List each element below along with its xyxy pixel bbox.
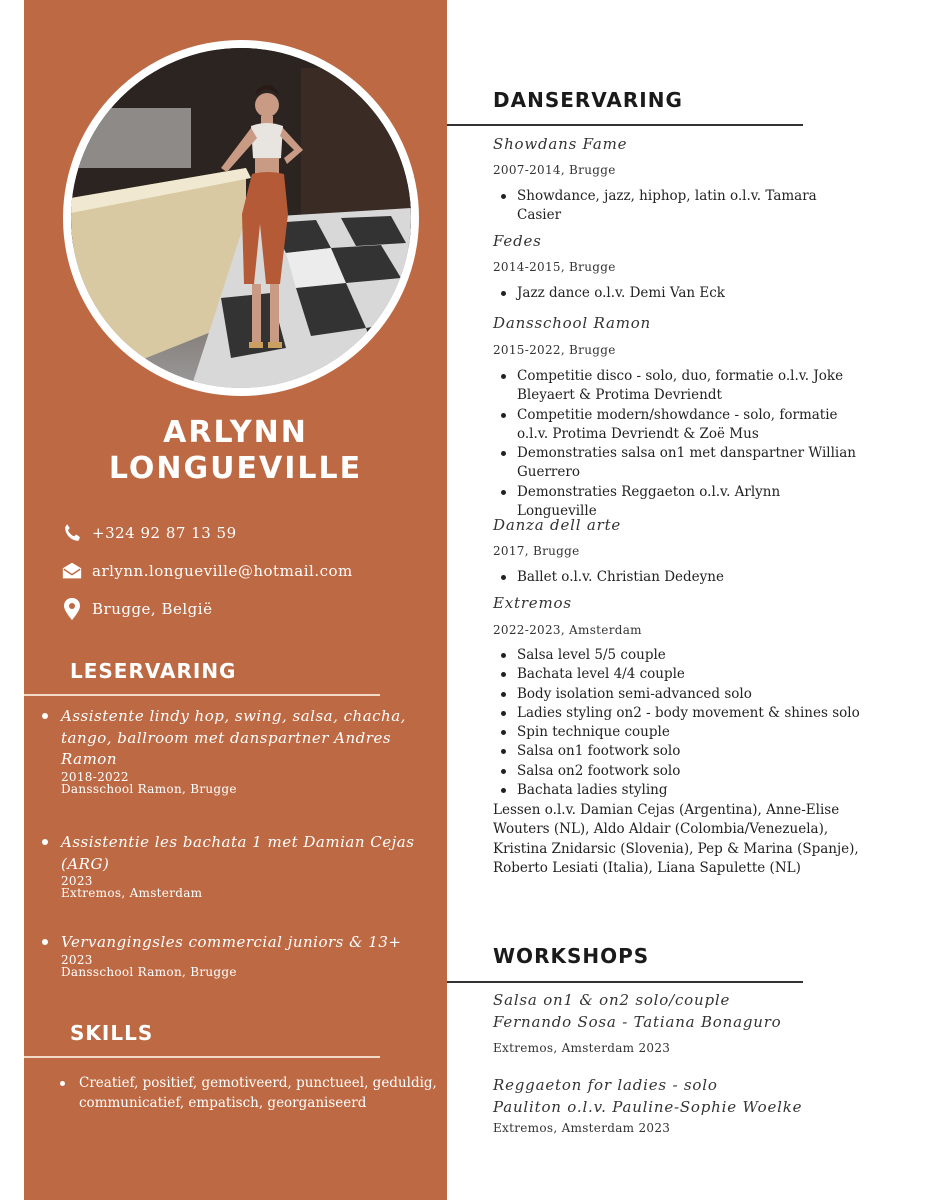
contact-phone [60, 520, 237, 546]
workshop-meta: Extremos, Amsterdam 2023 [493, 1121, 671, 1135]
job-title: Extremos [493, 594, 572, 612]
list-item: Bachata ladies styling [493, 781, 863, 800]
leservaring-item [42, 832, 422, 899]
job-meta: 2017, Brugge [493, 544, 580, 558]
list-item: Salsa on2 footwork solo [493, 762, 863, 781]
profile-name [24, 415, 447, 487]
skills-item [60, 1074, 440, 1113]
phone-icon [60, 521, 84, 545]
list-item: Spin technique couple [493, 723, 863, 742]
leservaring-item-years: 2018-2022 [61, 769, 129, 784]
contact-email [60, 558, 353, 584]
list-item: Demonstraties salsa on1 met danspartner Willian Guerrero [493, 444, 863, 483]
job-title: Dansschool Ramon [493, 314, 652, 332]
phone-text: +324 92 87 13 59 [92, 524, 237, 542]
contact-location [60, 596, 212, 622]
location-text: Brugge, België [92, 600, 213, 618]
list-item: Body isolation semi-advanced solo [493, 685, 863, 704]
list-item: Jazz dance o.l.v. Demi Van Eck [493, 284, 863, 303]
leservaring-item-years: 2023 [61, 874, 93, 888]
danservaring-heading: DANSERVARING [493, 88, 683, 112]
leservaring-item [42, 932, 422, 978]
leservaring-item-text: Assistentie les bachata 1 met Damian Cejas (ARG) [61, 833, 415, 873]
leservaring-item-place: Extremos, Amsterdam [61, 886, 203, 900]
profile-photo-frame [63, 40, 419, 396]
job-list [493, 284, 863, 303]
workshop-title: Salsa on1 & on2 solo/couple [493, 991, 731, 1009]
map-pin-icon [60, 597, 84, 621]
email-text: arlynn.longueville@hotmail.com [92, 562, 353, 580]
bullet [42, 713, 48, 719]
leservaring-item [42, 706, 422, 795]
danservaring-divider [447, 124, 803, 126]
bullet [60, 1081, 65, 1086]
list-item: Salsa on1 footwork solo [493, 742, 863, 761]
name-last: LONGUEVILLE [108, 451, 363, 486]
workshop-meta: Extremos, Amsterdam 2023 [493, 1041, 671, 1055]
skills-divider [24, 1056, 380, 1058]
skills-text: Creatief, positief, gemotiveerd, punctueel, geduldig, communicatief, empatisch, georganiseerd [79, 1075, 437, 1111]
list-item: Bachata level 4/4 couple [493, 665, 863, 684]
workshops-divider [447, 981, 803, 983]
leservaring-item-place: Dansschool Ramon, Brugge [61, 781, 237, 796]
bullet [42, 839, 48, 845]
workshop-title: Reggaeton for ladies - solo [493, 1076, 718, 1094]
bullet [42, 939, 48, 945]
list-item: Demonstraties Reggaeton o.l.v. Arlynn Longueville [493, 483, 863, 522]
job-list [493, 568, 863, 587]
job-title: Showdans Fame [493, 135, 628, 153]
job-meta: 2007-2014, Brugge [493, 163, 616, 177]
leservaring-item-text: Vervangingsles commercial juniors & 13+ [61, 933, 402, 951]
sidebar [24, 0, 447, 1200]
job-list [493, 646, 863, 800]
workshop-item [493, 989, 782, 1033]
workshop-teachers: Fernando Sosa - Tatiana Bonaguro [493, 1013, 782, 1031]
workshops-heading: WORKSHOPS [493, 944, 650, 968]
list-item: Salsa level 5/5 couple [493, 646, 863, 665]
leservaring-item-place: Dansschool Ramon, Brugge [61, 964, 237, 979]
leservaring-item-text: Assistente lindy hop, swing, salsa, chacha, tango, ballroom met danspartner Andres Ramon [61, 707, 406, 768]
job-title: Danza dell arte [493, 516, 622, 534]
leservaring-item-years: 2023 [61, 952, 93, 967]
list-item: Competitie modern/showdance - solo, formatie o.l.v. Protima Devriendt & Zoë Mus [493, 406, 863, 445]
workshop-item [493, 1074, 802, 1118]
leservaring-divider [24, 694, 380, 696]
list-item: Ladies styling on2 - body movement & shines solo [493, 704, 863, 723]
profile-photo-illustration [71, 48, 411, 388]
name-first: ARLYNN [163, 415, 308, 450]
profile-photo [71, 48, 411, 388]
list-item: Showdance, jazz, hiphop, latin o.l.v. Tamara Casier [493, 187, 863, 226]
extremos-teachers-note: Lessen o.l.v. Damian Cejas (Argentina), Anne-Elise Wouters (NL), Aldo Aldair (Colombia/Venezuela), Kristina Znidarsic (Slovenia), Pep & Marina (Spanje), Roberto Lesiati (Italia), Liana Sapulette (NL) [493, 802, 859, 876]
job-meta: 2022-2023, Amsterdam [493, 623, 642, 637]
list-item: Competitie disco - solo, duo, formatie o.l.v. Joke Bleyaert & Protima Devriendt [493, 367, 863, 406]
workshop-teachers: Pauliton o.l.v. Pauline-Sophie Woelke [493, 1098, 803, 1116]
envelope-icon [60, 559, 84, 583]
skills-heading: SKILLS [70, 1021, 154, 1045]
leservaring-heading: LESERVARING [70, 659, 237, 683]
job-list [493, 367, 863, 521]
job-meta: 2015-2022, Brugge [493, 343, 616, 357]
job-meta: 2014-2015, Brugge [493, 260, 616, 274]
list-item: Ballet o.l.v. Christian Dedeyne [493, 568, 863, 587]
job-title: Fedes [493, 232, 542, 250]
job-list [493, 187, 863, 226]
